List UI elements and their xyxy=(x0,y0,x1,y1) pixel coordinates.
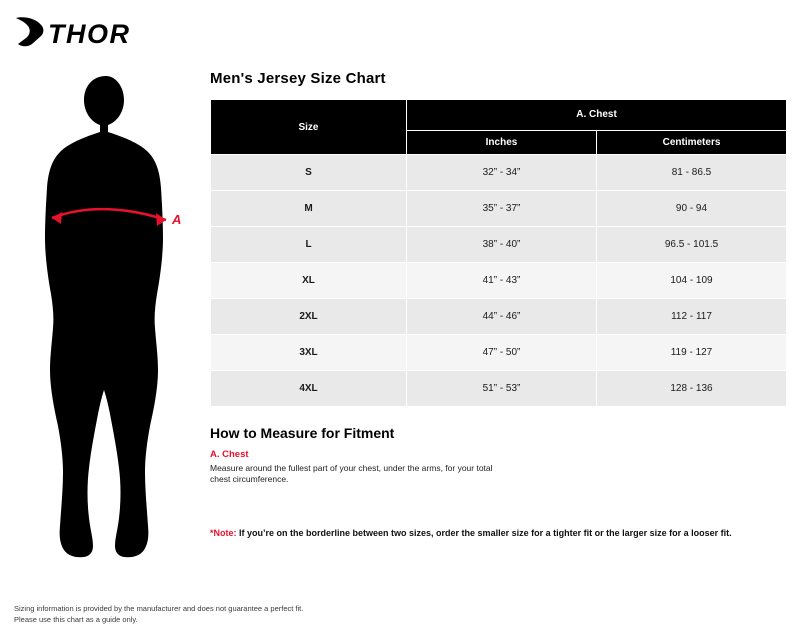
footer-line-2: Please use this chart as a guide only. xyxy=(14,615,138,625)
note-label: *Note: xyxy=(210,527,237,538)
thor-helmet-icon xyxy=(14,14,144,52)
cell-size: XL xyxy=(211,263,407,299)
cell-cm: 104 - 109 xyxy=(597,263,787,299)
howto-key-chest: A. Chest xyxy=(210,449,249,460)
table-row xyxy=(211,263,787,299)
cell-inches: 35” - 37” xyxy=(407,191,597,227)
table-header-row xyxy=(211,100,787,131)
howto-title: How to Measure for Fitment xyxy=(210,425,395,441)
header-inches: Inches xyxy=(407,130,597,154)
male-body-figure xyxy=(18,70,198,570)
table-row xyxy=(211,371,787,407)
cell-size: S xyxy=(211,155,407,191)
svg-text:THOR: THOR xyxy=(48,19,131,49)
cell-cm: 112 - 117 xyxy=(597,299,787,335)
cell-cm: 119 - 127 xyxy=(597,335,787,371)
header-centimeters: Centimeters xyxy=(597,130,787,154)
table-row xyxy=(211,191,787,227)
cell-inches: 47” - 50” xyxy=(407,335,597,371)
cell-inches: 44” - 46” xyxy=(407,299,597,335)
table-row xyxy=(211,335,787,371)
cell-size: M xyxy=(211,191,407,227)
brand-logo xyxy=(14,14,144,52)
table-row xyxy=(211,155,787,191)
footer-line-1: Sizing information is provided by the manufacturer and does not guarantee a perfect fit. xyxy=(14,604,304,614)
note-row xyxy=(210,528,786,538)
note-text: If you’re on the borderline between two sizes, order the smaller size for a tighter fit or the larger size for a looser fit. xyxy=(239,527,732,538)
content-area xyxy=(210,70,786,538)
figure-callout-a: A xyxy=(172,212,182,227)
header-size: Size xyxy=(211,100,407,155)
cell-inches: 38” - 40” xyxy=(407,227,597,263)
body-silhouette xyxy=(45,76,163,557)
cell-inches: 51” - 53” xyxy=(407,371,597,407)
cell-cm: 90 - 94 xyxy=(597,191,787,227)
cell-size: L xyxy=(211,227,407,263)
footer-disclaimer xyxy=(14,604,303,626)
cell-cm: 96.5 - 101.5 xyxy=(597,227,787,263)
size-chart-table xyxy=(210,99,787,407)
header-chest-group: A. Chest xyxy=(407,100,787,131)
howto-line-2: chest circumference. xyxy=(210,474,289,485)
cell-cm: 128 - 136 xyxy=(597,371,787,407)
cell-inches: 32” - 34” xyxy=(407,155,597,191)
cell-size: 4XL xyxy=(211,371,407,407)
cell-cm: 81 - 86.5 xyxy=(597,155,787,191)
table-row xyxy=(211,227,787,263)
cell-size: 2XL xyxy=(211,299,407,335)
table-row xyxy=(211,299,787,335)
cell-inches: 41” - 43” xyxy=(407,263,597,299)
cell-size: 3XL xyxy=(211,335,407,371)
page-title: Men's Jersey Size Chart xyxy=(210,70,386,87)
howto-line-1: Measure around the fullest part of your chest, under the arms, for your total xyxy=(210,463,493,473)
